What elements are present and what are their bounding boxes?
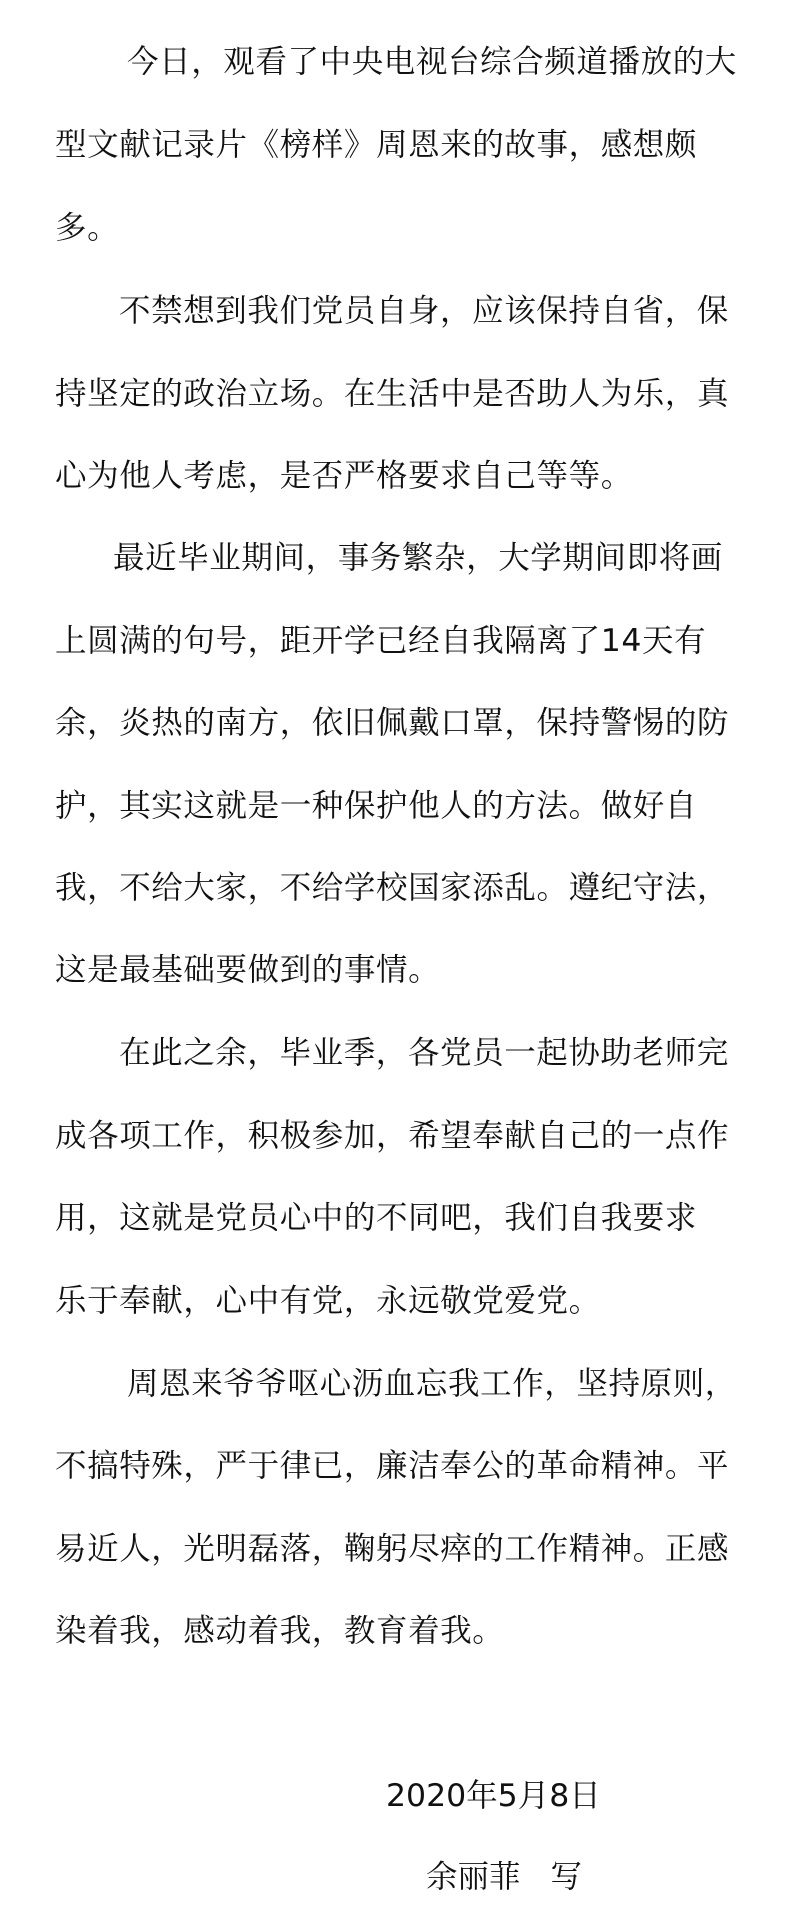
paragraph-2-line-1: 不禁想到我们党员自身，应该保持自省，保 [119,293,729,329]
paragraph-3-line-5: 我，不给大家，不给学校国家添乱。遵纪守法， [55,870,730,906]
paragraph-4-line-1: 在此之余，毕业季，各党员一起协助老师完 [119,1035,729,1071]
paragraph-2-line-2: 持坚定的政治立场。在生活中是否助人为乐，真 [55,376,730,412]
signature-date: 2020年5月8日 [386,1778,601,1814]
paragraph-5-line-1: 周恩来爷爷呕心沥血忘我工作，坚持原则， [127,1366,737,1402]
signature-author: 余丽菲 写 [426,1859,583,1895]
paragraph-3-line-1: 最近毕业期间，事务繁杂，大学期间即将画 [113,540,723,576]
paragraph-1-line-2: 型文献记录片《榜样》周恩来的故事，感想颇 [55,127,698,163]
paragraph-5-line-4: 染着我，感动着我，教育着我。 [55,1613,505,1649]
paragraph-2-line-3: 心为他人考虑，是否严格要求自己等等。 [55,458,633,494]
paragraph-4-line-4: 乐于奉献，心中有党，永远敬党爱党。 [55,1283,601,1319]
paragraph-5-line-3: 易近人，光明磊落，鞠躬尽瘁的工作精神。正感 [55,1531,730,1567]
paragraph-1-line-3: 多。 [55,210,120,246]
paragraph-3-line-2: 上圆满的句号，距开学已经自我隔离了14天有 [55,623,707,659]
paragraph-3-line-3: 余，炎热的南方，依旧佩戴口罩，保持警惕的防 [55,705,730,741]
paragraph-3-line-6: 这是最基础要做到的事情。 [55,952,441,988]
paragraph-3-line-4: 护，其实这就是一种保护他人的方法。做好自 [55,788,698,824]
paragraph-4-line-3: 用，这就是党员心中的不同吧，我们自我要求 [55,1200,698,1236]
paragraph-4-line-2: 成各项工作，积极参加，希望奉献自己的一点作 [55,1118,730,1154]
paragraph-5-line-2: 不搞特殊，严于律已，廉洁奉公的革命精神。平 [55,1448,730,1484]
paragraph-1-line-1: 今日，观看了中央电视台综合频道播放的大 [127,44,737,80]
